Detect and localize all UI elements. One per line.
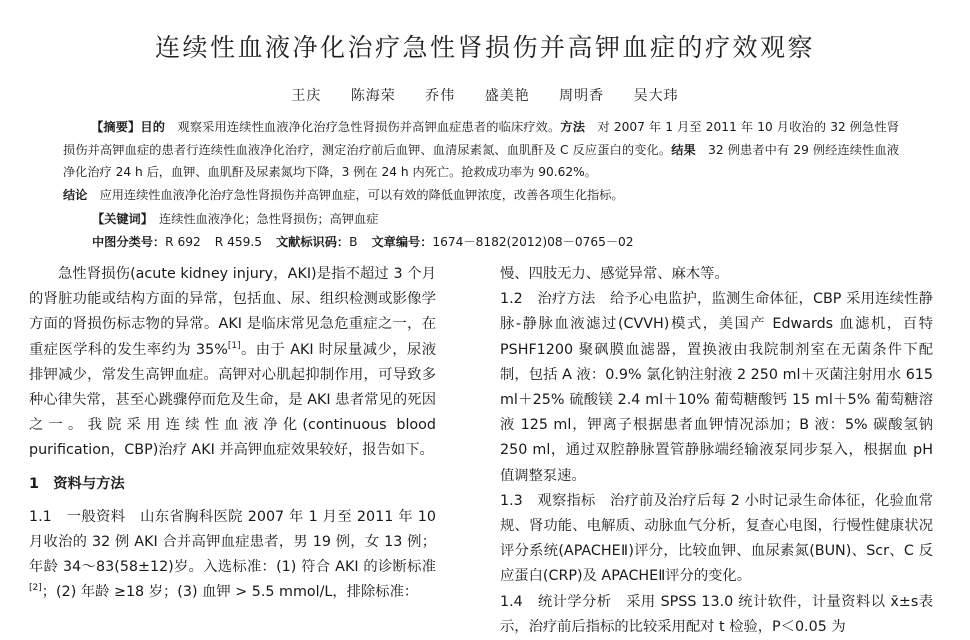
continued-text: 慢、四肢无力、感觉异常、麻木等。 [500,266,729,282]
author-name: 乔伟 [425,88,456,104]
article-number-label: 文章编号： [371,235,433,249]
author-name: 吴大玮 [633,88,679,104]
clc-label: 中图分类号： [92,235,166,249]
subsection-1-2 [500,287,933,489]
author-name: 盛美艳 [484,88,530,104]
subsection-text: 给予心电监护，监测生命体征，CBP 采用连续性静脉-静脉血液滤过(CVVH)模式，美国产 Edwards 血滤机，百特 PSHF1200 聚砜膜血滤器，置换液由我院制剂室在无菌条件下配制，包括 A 液：0.9% 氯化钠注射液 2 250 ml＋灭菌注射用水 615 ml＋25% 硫酸镁 2.4 ml＋10% 葡萄糖酸钙 15 ml＋5% 葡萄糖溶液 125 ml，钾离子根据患者血钾情况添加；B 液：5% 碳酸氢钠 250 ml，通过双腔静脉置管静脉端经输液泵同步泵入，根据血 pH 值调整泵速。 [500,291,933,484]
subsection-text: 山东省胸科医院 2007 年 1 月至 2011 年 10 月收治的 32 例 AKI 合并高钾血症患者，男 19 例，女 13 例；年龄 34～83(58±12)岁。入选标准：(1) 符合 AKI 的诊断标准 [29,508,436,576]
author-list [0,85,970,105]
methods-label: 方法 [560,120,586,134]
right-column [500,262,933,640]
subsection-1-1 [29,505,436,606]
keywords-text: 连续性血液净化；急性肾损伤；高钾血症 [159,212,379,226]
results-label: 结果 [671,142,696,157]
subsection-1-3 [500,489,933,590]
article-number: 1674－8182(2012)08－0765－02 [432,235,634,249]
clc-code: R 692 [165,235,201,249]
doc-code-label: 文献标识码： [275,235,350,249]
author-name: 王庆 [291,88,322,104]
abstract-body [63,116,899,206]
paper-title: 连续性血液净化治疗急性肾损伤并高钾血症的疗效观察 [154,33,815,62]
citation: [2] [29,583,42,594]
subsection-label: 1.2 治疗方法 [500,291,596,308]
abstract-label: 【摘要】目的 [91,120,166,134]
subsection-text: 治疗前及治疗后每 2 小时记录生命体征，化验血常规、肾功能、电解质、动脉血气分析，复查心电图，行慢性健康状况评分系统(APACHEⅡ)评分，比较血钾、血尿素氮(BUN)、Scr、C 反应蛋白(CRP)及 APACHEⅡ评分的变化。 [500,492,933,585]
subsection-text: 采用 SPSS 13.0 统计软件，计量资料以 x̄±s表示，治疗前后指标的比较采用配对 t 检验，P＜0.05 为 [500,593,933,635]
abstract-objective: 观察采用连续性血液净化治疗急性肾损伤并高钾血症患者的临床疗效。 [177,120,561,134]
abstract-results: 32 例患者中有 29 例经连续性血液净化治疗 24 h 后，血钾、血肌酐及尿素氮均下降，3 例在 24 h 内死亡。抢救成功率为 90.62%。 [63,142,899,179]
abstract-methods: 对 2007 年 1 月至 2011 年 10 月收治的 32 例急性肾损伤并高钾血症的患者行连续性血液净化治疗，测定治疗前后血钾、血清尿素氮、血肌酐及 C 反应蛋白的变化。 [63,120,900,157]
subsection-1-4 [500,590,933,640]
keywords-label: 【关键词】 [92,212,147,226]
keywords [92,209,900,229]
conclusion-label: 结论 [63,187,88,202]
intro-paragraph [29,262,436,464]
section-heading: 1 资料与方法 [29,475,125,492]
classification-line [92,232,900,252]
intro-text: 急性肾损伤(acute kidney injury，AKI)是指不超过 3 个月的肾脏功能或结构方面的异常，包括血、尿、组织检测或影像学方面的肾损伤标志物的异常。AKI 是临床常见急危重症之一，在重症医学科的发生率约为 35% [29,266,436,358]
left-column [29,262,436,606]
author-name: 周明香 [559,88,605,104]
subsection-text: ；(2) 年龄 ≥18 岁；(3) 血钾 > 5.5 mmol/L，排除标准： [41,584,419,601]
subsection-label: 1.3 观察指标 [500,492,596,509]
intro-text: 。由于 AKI 时尿量减少，尿液排钾减少，常发生高钾血症。高钾对心肌起抑制作用，可导致多种心律失常，甚至心跳骤停而危及生命，是 AKI 患者常见的死因之一。我院采用连续性血液净化(continuous blood purification，CBP)治疗 AKI 并高钾血症效果较好，报告如下。 [29,341,436,459]
clc-code: R 459.5 [214,235,262,249]
abstract-conclusion: 应用连续性血液净化治疗急性肾损伤并高钾血症，可以有效的降低血钾浓度，改善各项生化指标。 [99,187,624,202]
author-name: 陈海荣 [350,88,396,104]
subsection-label: 1.4 统计学分析 [500,593,612,610]
citation: [1] [227,340,241,351]
subsection-label: 1.1 一般资料 [29,508,126,525]
abstract [63,116,899,206]
doc-code: B [349,235,358,249]
